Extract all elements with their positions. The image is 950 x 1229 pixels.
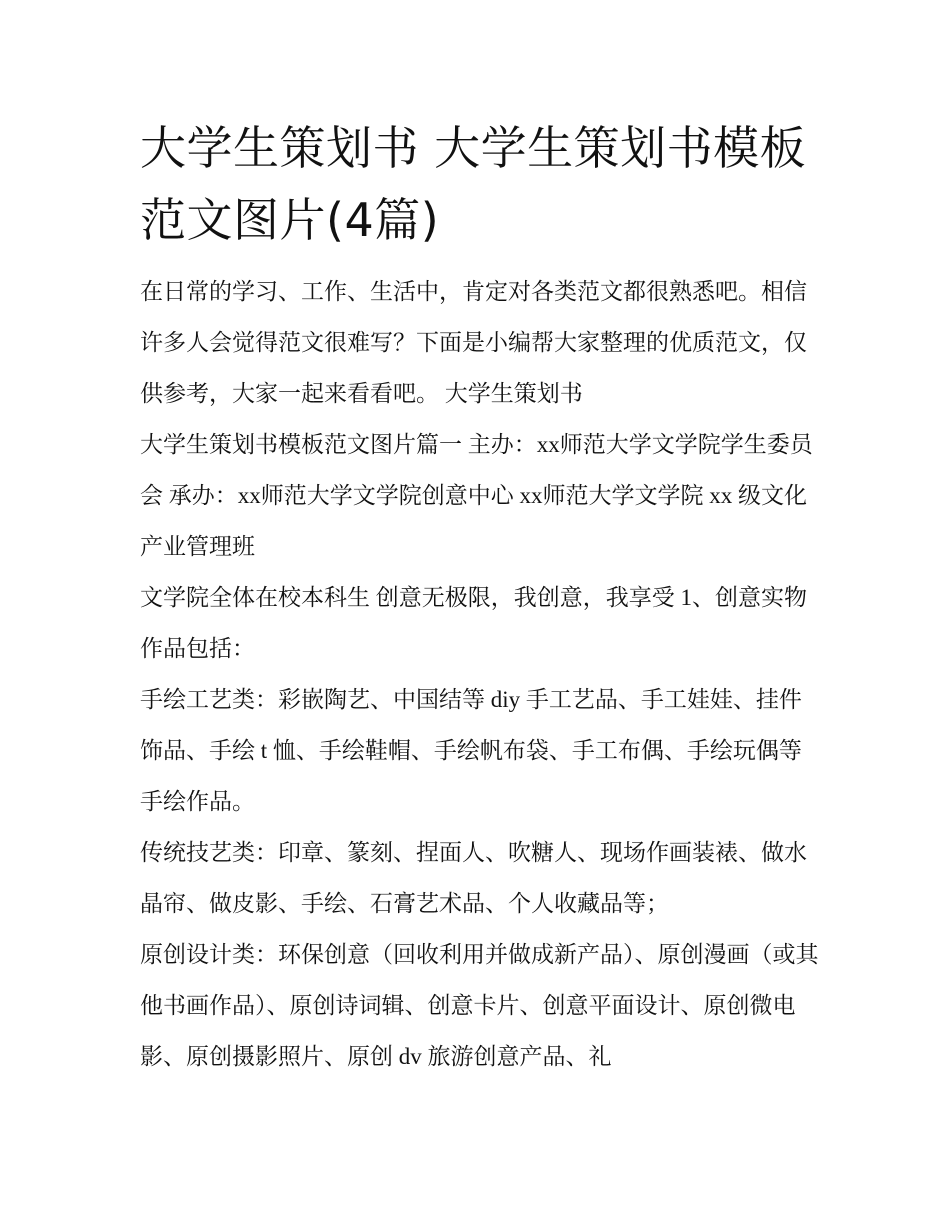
document-title: 大学生策划书 大学生策划书模板范文图片(4篇) <box>140 121 807 247</box>
paragraph-participants: 文学院全体在校本科生 创意无极限，我创意，我享受 1、创意实物作品包括： <box>140 585 807 661</box>
paragraph-list <box>140 266 820 1082</box>
paragraph-organizers: 大学生策划书模板范文图片篇一 主办：xx师范大学文学院学生委员会 承办：xx师范大学文学院创意中心 xx师范大学文学院 xx 级文化产业管理班 <box>140 432 813 559</box>
paragraph-intro: 在日常的学习、工作、生活中，肯定对各类范文都很熟悉吧。相信许多人会觉得范文很难写？下面是小编帮大家整理的优质范文，仅供参考，大家一起来看看吧。 大学生策划书 <box>140 279 807 406</box>
paragraph-traditional-crafts: 传统技艺类：印章、篆刻、捏面人、吹糖人、现场作画装裱、做水晶帘、做皮影、手绘、石膏艺术品、个人收藏品等； <box>140 840 807 916</box>
document-body <box>140 112 820 1082</box>
paragraph-original-design: 原创设计类：环保创意（回收利用并做成新产品）、原创漫画（或其他书画作品）、原创诗词辑、创意卡片、创意平面设计、原创微电影、原创摄影照片、原创 dv 旅游创意产品、礼 <box>140 942 819 1069</box>
paragraph-handicraft: 手绘工艺类：彩嵌陶艺、中国结等 diy 手工艺品、手工娃娃、挂件饰品、手绘 t 恤、手绘鞋帽、手绘帆布袋、手工布偶、手绘玩偶等手绘作品。 <box>140 687 802 814</box>
